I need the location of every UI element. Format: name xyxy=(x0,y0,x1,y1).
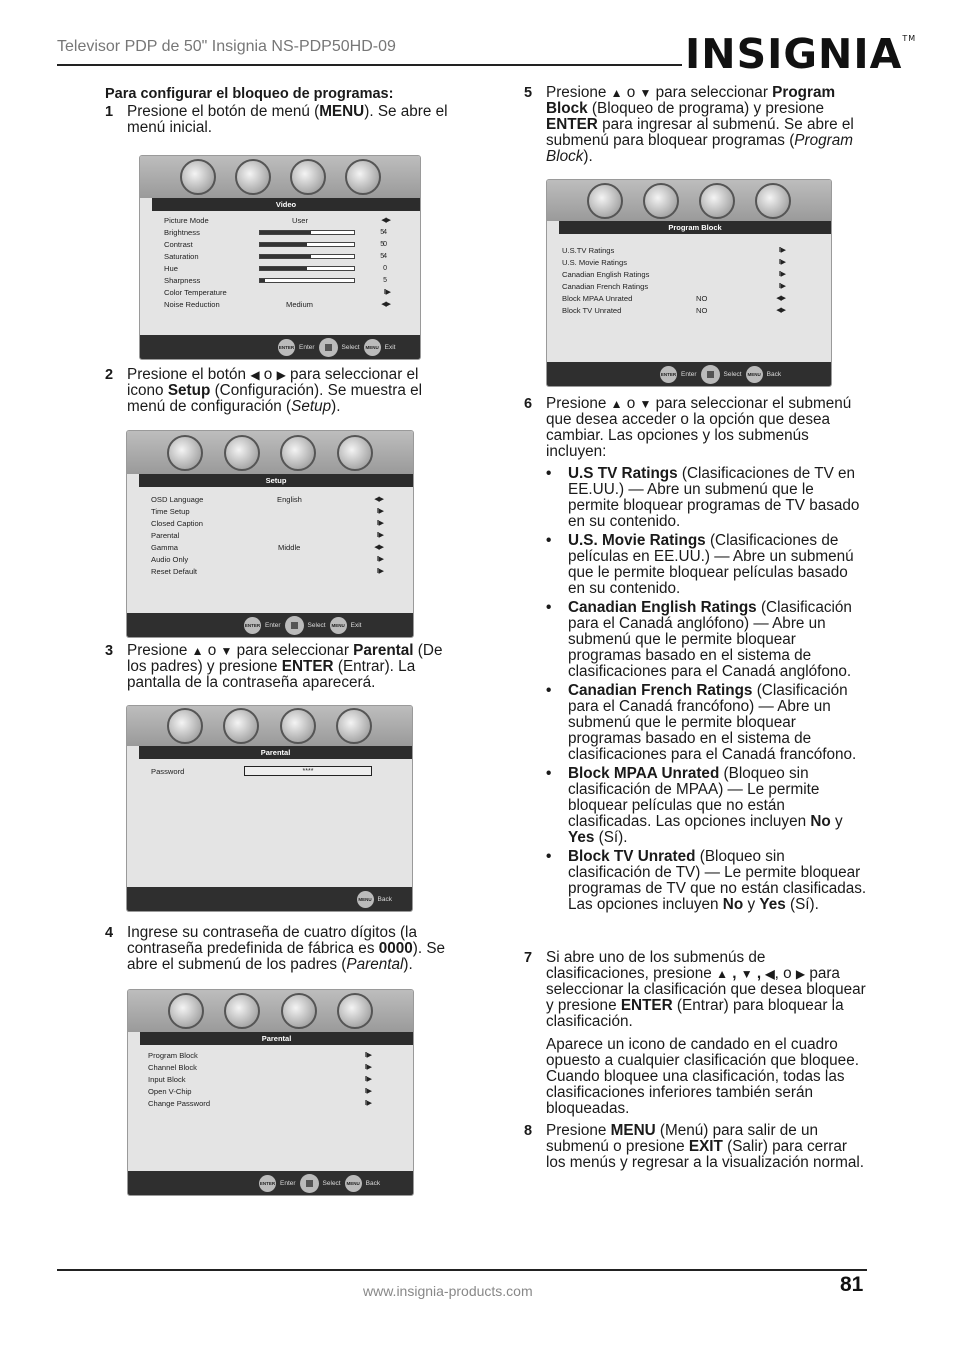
menu-button-icon: MENU xyxy=(746,366,763,383)
channel-icon xyxy=(336,708,372,744)
setup-icon xyxy=(280,708,316,744)
menu-row[interactable]: Program Block II▶ xyxy=(148,1051,371,1060)
step-3: 3 Presione ▲ o ▼ para seleccionar Parental (De los padres) y presione ENTER (Entrar). La pantalla de la contraseña aparecerá. xyxy=(105,642,443,691)
menu-list xyxy=(164,215,390,311)
screen-program-block xyxy=(546,179,832,387)
enter-button-icon: ENTER xyxy=(278,339,295,356)
level-slider xyxy=(259,254,355,259)
screen-setup-menu xyxy=(126,430,414,638)
menu-list xyxy=(562,245,785,317)
audio-icon xyxy=(224,435,260,471)
list-item: • Block MPAA Unrated (Bloqueo sin clasificación de MPAA) — Le permite bloquear películas que no están clasificadas. Las opciones incluyen No y Yes (Sí). xyxy=(546,765,843,846)
level-slider xyxy=(259,266,355,271)
insignia-logo: INSIGNIA™ xyxy=(685,30,917,78)
menu-footer: ENTER Enter Select MENU Back xyxy=(128,1171,413,1195)
up-arrow-icon: ▲ xyxy=(610,86,623,100)
password-field[interactable]: **** xyxy=(244,766,372,776)
audio-icon xyxy=(224,993,260,1029)
step-1 xyxy=(105,104,455,136)
menu-row[interactable]: Open V-Chip II▶ xyxy=(148,1087,371,1096)
menu-icon-bar xyxy=(127,706,412,746)
menu-row[interactable]: Canadian French Ratings II▶ xyxy=(562,282,785,291)
channel-icon xyxy=(755,183,791,219)
step-text: Presione el botón de menú (MENU). Se abre el menú inicial. xyxy=(127,103,448,136)
menu-row[interactable]: Closed Caption II▶ xyxy=(151,519,383,528)
up-arrow-icon: ▲ xyxy=(716,967,728,981)
menu-list xyxy=(148,1050,371,1110)
level-slider xyxy=(259,278,355,283)
up-arrow-icon: ▲ xyxy=(610,397,623,411)
right-arrow-icon: ▶ xyxy=(795,967,806,981)
enter-button-icon: ENTER xyxy=(660,366,677,383)
menu-button-icon: MENU xyxy=(330,617,347,634)
menu-row[interactable]: Time Setup II▶ xyxy=(151,507,383,516)
menu-button-icon: MENU xyxy=(357,891,374,908)
picture-icon xyxy=(167,708,203,744)
padlock-note: Aparece un icono de candado en el cuadro opuesto a cualquier clasificación que bloquee. Cuando bloquee una clasificación, todas las clasificaciones inferiores también serán bloqueadas. xyxy=(546,1036,859,1117)
menu-row[interactable]: Gamma Middle ◀▶ xyxy=(151,543,383,552)
enter-button-icon: ENTER xyxy=(259,1175,276,1192)
page-number: 81 xyxy=(840,1273,864,1296)
menu-row[interactable]: Block MPAA Unrated NO ◀▶ xyxy=(562,294,785,303)
list-item: • Canadian French Ratings (Clasificación para el Canadá francófono) — Abre un submenú que le permite bloquear programas basado en el sistema de clasificaciones para el Canadá francófono. xyxy=(546,682,857,763)
down-arrow-icon: ▼ xyxy=(220,644,233,658)
menu-row[interactable]: Channel Block II▶ xyxy=(148,1063,371,1072)
screen-parental-menu xyxy=(127,989,414,1196)
menu-row[interactable]: Noise Reduction Medium ◀▶ xyxy=(164,300,390,309)
menu-row[interactable]: Canadian English Ratings II▶ xyxy=(562,270,785,279)
footer-rule xyxy=(57,1269,867,1271)
setup-icon xyxy=(699,183,735,219)
step-4: 4 Ingrese su contraseña de cuatro dígitos (la contraseña predefinida de fábrica es 0000). Se abre el submenú de los padres (Parental). xyxy=(105,924,446,973)
menu-title-bar: Parental xyxy=(140,1032,413,1045)
header-title: Televisor PDP de 50" Insignia NS-PDP50HD-09 xyxy=(57,38,396,55)
menu-row[interactable]: Contrast 50 xyxy=(164,240,386,249)
list-item: • Block TV Unrated (Bloqueo sin clasificación de TV) — Le permite bloquear programas de TV que no están clasificadas. Las opciones incluyen No y Yes (Sí). xyxy=(546,848,867,913)
menu-footer: ENTER Enter Select MENU Back xyxy=(547,362,831,386)
menu-row[interactable]: Change Password II▶ xyxy=(148,1099,371,1108)
menu-row[interactable]: U.S. Movie Ratings II▶ xyxy=(562,258,785,267)
screen-password xyxy=(126,705,413,912)
menu-title-bar: Parental xyxy=(139,746,412,759)
menu-title-bar: Program Block xyxy=(559,221,831,234)
menu-icon-bar xyxy=(128,990,413,1032)
menu-row[interactable]: Reset Default II▶ xyxy=(151,567,383,576)
menu-row[interactable]: Picture Mode User ◀▶ xyxy=(164,216,390,225)
audio-icon xyxy=(235,159,271,195)
step-5: 5 Presione ▲ o ▼ para seleccionar Program Block (Bloqueo de programa) y presione ENTER para ingresar al submenú. Se abre el submenú para bloquear programas (Program Block). xyxy=(524,84,854,165)
level-slider xyxy=(259,230,355,235)
dpad-icon xyxy=(300,1174,319,1193)
step-8: 8 Presione MENU (Menú) para salir de un submenú o presione EXIT (Salir) para cerrar los menús y regresar a la visualización normal. xyxy=(524,1122,864,1171)
down-arrow-icon: ▼ xyxy=(639,397,652,411)
menu-row[interactable]: U.S.TV Ratings II▶ xyxy=(562,246,785,255)
step-6: 6 Presione ▲ o ▼ para seleccionar el submenú que desea acceder o la opción que desea cambiar. Las opciones y los submenús incluyen: xyxy=(524,395,852,460)
menu-footer: ENTER Enter Select MENU Exit xyxy=(127,613,413,637)
menu-icon-bar xyxy=(140,156,420,198)
left-arrow-icon: ◀ xyxy=(765,967,775,981)
menu-row[interactable]: Block TV Unrated NO ◀▶ xyxy=(562,306,785,315)
up-arrow-icon: ▲ xyxy=(191,644,204,658)
setup-icon xyxy=(290,159,326,195)
dpad-icon xyxy=(319,338,338,357)
channel-icon xyxy=(345,159,381,195)
menu-row[interactable]: Brightness 54 xyxy=(164,228,386,237)
menu-icon-bar xyxy=(127,431,413,474)
picture-icon xyxy=(587,183,623,219)
step-2: 2 Presione el botón ◀ o ▶ para seleccionar el icono Setup (Configuración). Se muestra el menú de configuración (Setup). xyxy=(105,366,423,415)
menu-row[interactable]: Audio Only II▶ xyxy=(151,555,383,564)
picture-icon xyxy=(168,993,204,1029)
password-row: Password **** xyxy=(151,766,382,778)
header-rule xyxy=(57,64,682,66)
list-item: • U.S TV Ratings (Clasificaciones de TV en EE.UU.) — Abre un submenú que le permite bloquear programas de TV basado en su contenido. xyxy=(546,465,860,530)
picture-icon xyxy=(180,159,216,195)
audio-icon xyxy=(643,183,679,219)
menu-footer: MENU Back xyxy=(127,887,412,911)
setup-icon xyxy=(281,993,317,1029)
audio-icon xyxy=(223,708,259,744)
down-arrow-icon: ▼ xyxy=(639,86,652,100)
left-heading-block xyxy=(105,86,455,102)
menu-row[interactable]: OSD Language English ◀▶ xyxy=(151,495,383,504)
level-slider xyxy=(259,242,355,247)
menu-row[interactable]: Parental II▶ xyxy=(151,531,383,540)
enter-button-icon: ENTER xyxy=(244,617,261,634)
menu-row[interactable]: Saturation 54 xyxy=(164,252,386,261)
menu-footer: ENTER Enter Select MENU Exit xyxy=(140,335,420,359)
list-item: • U.S. Movie Ratings (Clasificaciones de películas en EE.UU.) — Abre un submenú que le permite bloquear películas basado en su contenido. xyxy=(546,532,854,597)
menu-icon-bar xyxy=(547,180,831,221)
picture-icon xyxy=(167,435,203,471)
menu-title-bar: Setup xyxy=(139,474,413,487)
right-arrow-icon: ▶ xyxy=(276,368,286,382)
menu-row[interactable]: Input Block II▶ xyxy=(148,1075,371,1084)
menu-row[interactable]: Hue 0 xyxy=(164,264,386,273)
dpad-icon xyxy=(285,616,304,635)
menu-button-icon: MENU xyxy=(345,1175,362,1192)
step-7: 7 Si abre uno de los submenús de clasificaciones, presione ▲ , ▼ , ◀, o ▶ para seleccionar la clasificación que desea bloquear y presione ENTER (Entrar) para bloquear la clasificación. Aparece un icono de candado en el cuadro opuesto a cualquier clasificación que bloquee. Cuando bloquee una clasificación, todas las clasificaciones inferiores también serán bloqueadas. xyxy=(524,949,866,1117)
screen-video-menu xyxy=(139,155,421,360)
footer-url[interactable]: www.insignia-products.com xyxy=(363,1283,533,1299)
left-arrow-icon: ◀ xyxy=(250,368,260,382)
channel-icon xyxy=(337,993,373,1029)
channel-icon xyxy=(337,435,373,471)
option-list xyxy=(545,466,867,913)
list-item: • Canadian English Ratings (Clasificación para el Canadá anglófono) — Abre un submenú que le permite bloquear programas basado en el sistema de clasificaciones para el Canadá anglófono. xyxy=(546,599,852,680)
menu-list xyxy=(151,766,382,778)
menu-row[interactable]: Sharpness 5 xyxy=(164,276,386,285)
menu-title-bar: Video xyxy=(152,198,420,211)
step-number: 1 xyxy=(105,104,114,120)
menu-list xyxy=(151,494,383,578)
section-heading: Para configurar el bloqueo de programas: xyxy=(105,86,394,102)
setup-icon xyxy=(280,435,316,471)
down-arrow-icon: ▼ xyxy=(740,967,753,981)
menu-row[interactable]: Color Temperature II▶ xyxy=(164,288,390,297)
menu-button-icon: MENU xyxy=(364,339,381,356)
dpad-icon xyxy=(701,365,720,384)
